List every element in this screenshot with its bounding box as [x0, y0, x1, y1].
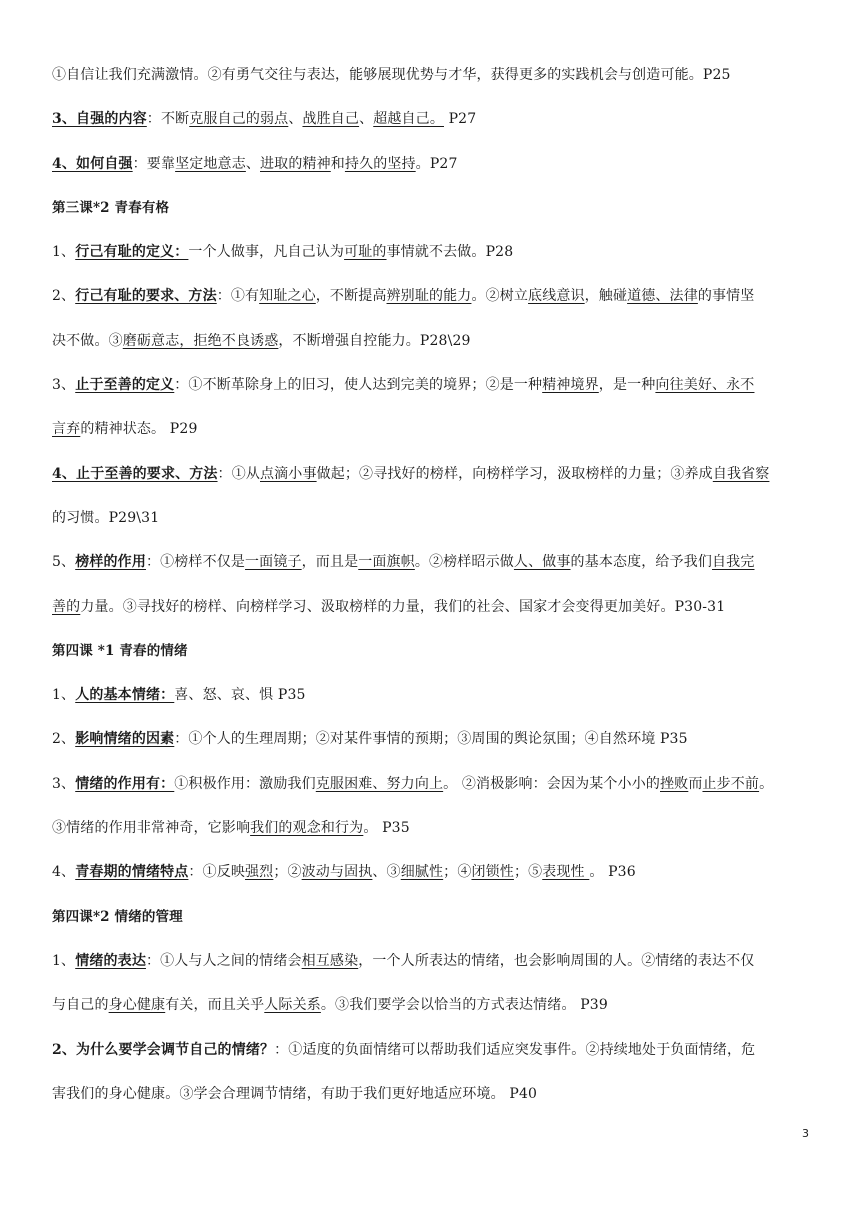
text-line [52, 859, 812, 903]
section-heading: 第三课*2 青春有格 [52, 199, 170, 216]
text-run: 我们的观念和行为 [250, 820, 364, 837]
text-line [52, 594, 812, 638]
text-run: 的精神状态。 P29 [80, 421, 198, 438]
text-run: 知耻之心 [259, 288, 316, 305]
text-line [52, 815, 812, 859]
text-run: 、 [245, 155, 261, 172]
term-label: 止于至善的定义 [75, 377, 175, 394]
text-run: 。②树立 [471, 288, 529, 305]
text-run: 事情就不去做。P28 [386, 244, 514, 261]
document-body [52, 62, 812, 1125]
text-run: 喜、怒、哀、惧 P35 [174, 687, 306, 704]
text-run: 。③我们要学会以恰当的方式表达情绪。 P39 [320, 997, 608, 1014]
text-run: 道德、法律 [627, 288, 698, 305]
term-label: 2、为什么要学会调节自己的情绪？ [52, 1041, 275, 1058]
text-run: 2、 [52, 731, 76, 748]
section-heading: 第四课*2 情绪的管理 [52, 908, 183, 925]
text-line [52, 195, 812, 239]
text-run: 克服自己的弱点 [189, 111, 289, 128]
term-label: 榜样的作用 [75, 554, 146, 571]
text-run: ，一个人所表达的情绪，也会影响周围的人。②情绪的表达不仅 [358, 952, 755, 969]
text-run: 一个人做事，凡自己认为 [188, 244, 345, 261]
text-line [52, 239, 812, 283]
text-run: ：①反映 [188, 864, 246, 881]
text-run: ；④ [443, 864, 472, 881]
text-run: 、③ [372, 864, 401, 881]
text-run: 止步不前 [702, 775, 760, 792]
text-run: 的事情坚 [697, 288, 755, 305]
text-run: 。 P36 [589, 864, 636, 881]
text-run: ①自信让我们充满激情。②有勇气交往与表达，能够展现优势与才华，获得更多的实践机会与创造可能。P25 [52, 67, 731, 83]
text-line [52, 328, 812, 372]
text-run: ：①有 [216, 288, 260, 305]
text-run: 坚定地意志 [175, 155, 246, 172]
text-line [52, 726, 812, 770]
text-run: 决不做。③ [52, 332, 123, 349]
text-run: 力量。③寻找好的榜样、向榜样学习、汲取榜样的力量，我们的社会、国家才会变得更加美好。P30-31 [80, 598, 726, 615]
text-line [52, 283, 812, 327]
page-number: 3 [802, 1127, 809, 1140]
text-run: 做起；②寻找好的榜样，向榜样学习，汲取榜样的力量；③养成 [316, 465, 713, 482]
term-label: 4、止于至善的要求、方法 [52, 465, 218, 482]
term-label: 青春期的情绪特点 [75, 864, 189, 881]
text-run: 。②榜样昭示做 [414, 554, 514, 571]
text-line [52, 1037, 812, 1081]
text-run: 相互感染 [301, 952, 359, 969]
text-line [52, 771, 812, 815]
text-line [52, 106, 812, 150]
text-run: 。P27 [415, 155, 458, 172]
text-run: ：①榜样不仅是 [145, 554, 246, 571]
text-run: 超越自己。 [373, 111, 444, 128]
text-run: 强烈 [245, 864, 274, 881]
text-run: ：①人与人之间的情绪会 [145, 952, 302, 969]
text-run: 磨砺意志，拒绝不良诱惑 [122, 332, 279, 349]
text-line [52, 992, 812, 1036]
text-run: 5、 [52, 554, 76, 571]
text-run: 4、 [52, 864, 76, 881]
text-line [52, 638, 812, 682]
text-run: 有关，而且关乎 [165, 997, 265, 1014]
term-label: 人的基本情绪： [75, 687, 175, 704]
text-line [52, 151, 812, 195]
text-run: 波动与固执 [301, 864, 373, 881]
section-heading: 第四课 *1 青春的情绪 [52, 642, 188, 659]
text-run: ，不断增强自控能力。P28\29 [278, 332, 471, 349]
text-run: ：①从 [217, 465, 260, 482]
text-run: 持久的坚持 [344, 155, 416, 172]
text-run: 挫败 [660, 775, 689, 792]
text-line [52, 372, 812, 416]
text-line [52, 549, 812, 593]
text-run: 精神境界 [542, 377, 599, 394]
text-run: ，触碰 [584, 288, 628, 305]
text-run: 身心健康 [108, 997, 166, 1014]
text-run: 人、做事 [513, 554, 571, 571]
text-run: ：①适度的负面情绪可以帮助我们适应突发事件。②持续地处于负面情绪，危 [274, 1041, 756, 1058]
text-run: 的习惯。P29\31 [52, 509, 160, 526]
text-run: ①积极作用：激励我们 [174, 775, 316, 792]
text-run: 1、 [52, 952, 76, 969]
text-run: 而 [688, 775, 703, 792]
text-run: 的基本态度，给予我们 [570, 554, 713, 571]
text-run: 3、 [52, 377, 76, 394]
text-run: ：①个人的生理周期；②对某件事情的预期；③周围的舆论氛围；④自然环境 P35 [174, 731, 688, 748]
text-run: 2、 [52, 288, 76, 305]
text-run: 一面旗帜 [358, 554, 415, 571]
term-label: 行己有耻的要求、方法 [75, 288, 217, 305]
text-run: 人际关系 [264, 997, 321, 1014]
text-run: ，不断提高 [315, 288, 387, 305]
text-run: ，而且是 [301, 554, 359, 571]
text-run: ，是一种 [598, 377, 656, 394]
text-line [52, 904, 812, 948]
text-run: 自我完 [712, 554, 755, 571]
text-run: 和 [330, 155, 345, 172]
text-run: 表现性 [542, 864, 590, 881]
text-run: P27 [443, 111, 477, 128]
text-line [52, 1081, 812, 1125]
text-run: 底线意识 [528, 288, 585, 305]
text-run: ③情绪的作用非常神奇，它影响 [52, 820, 251, 837]
text-run: ：不断 [146, 111, 190, 128]
text-run: 向往美好、永不 [655, 377, 755, 394]
text-line [52, 62, 812, 106]
text-run: 3、 [52, 775, 76, 792]
text-run: 。 [759, 775, 774, 792]
text-run: 可耻的 [344, 244, 387, 261]
text-run: 克服困难、努力向上 [315, 775, 444, 792]
text-run: 害我们的身心健康。③学会合理调节情绪，有助于我们更好地适应环境。 P40 [52, 1085, 538, 1102]
text-run: ：①不断革除身上的旧习，使人达到完美的境界；②是一种 [174, 377, 543, 394]
text-line [52, 461, 812, 505]
text-run: 。 ②消极影响：会因为某个小小的 [443, 775, 660, 792]
text-run: 。 P35 [363, 820, 410, 837]
term-label: 4、如何自强 [52, 155, 133, 172]
text-run: 点滴小事 [260, 465, 317, 482]
text-run: ；⑤ [513, 864, 543, 881]
text-run: 、 [288, 111, 303, 128]
term-label: 影响情绪的因素 [75, 731, 175, 748]
text-run: 1、 [52, 687, 76, 704]
text-run: 辨别耻的能力 [386, 288, 472, 305]
text-run: 闭锁性 [471, 864, 514, 881]
text-run: 细腻性 [400, 864, 444, 881]
text-line [52, 948, 812, 992]
text-run: 善的 [52, 598, 81, 615]
text-run: 一面镜子 [245, 554, 302, 571]
text-run: ：要靠 [132, 155, 176, 172]
term-label: 3、自强的内容 [52, 111, 147, 128]
term-label: 情绪的作用有： [75, 775, 175, 792]
term-label: 情绪的表达 [75, 952, 146, 969]
text-run: 与自己的 [52, 997, 109, 1014]
term-label: 行己有耻的定义： [75, 244, 189, 261]
text-line [52, 505, 812, 549]
text-run: 战胜自己 [302, 111, 360, 128]
text-run: ；② [273, 864, 302, 881]
text-run: 进取的精神 [260, 155, 331, 172]
text-run: 、 [359, 111, 374, 128]
text-line [52, 682, 812, 726]
text-line [52, 416, 812, 460]
text-run: 1、 [52, 244, 76, 261]
text-run: 言弃 [52, 421, 81, 438]
text-run: 自我省察 [712, 465, 770, 482]
